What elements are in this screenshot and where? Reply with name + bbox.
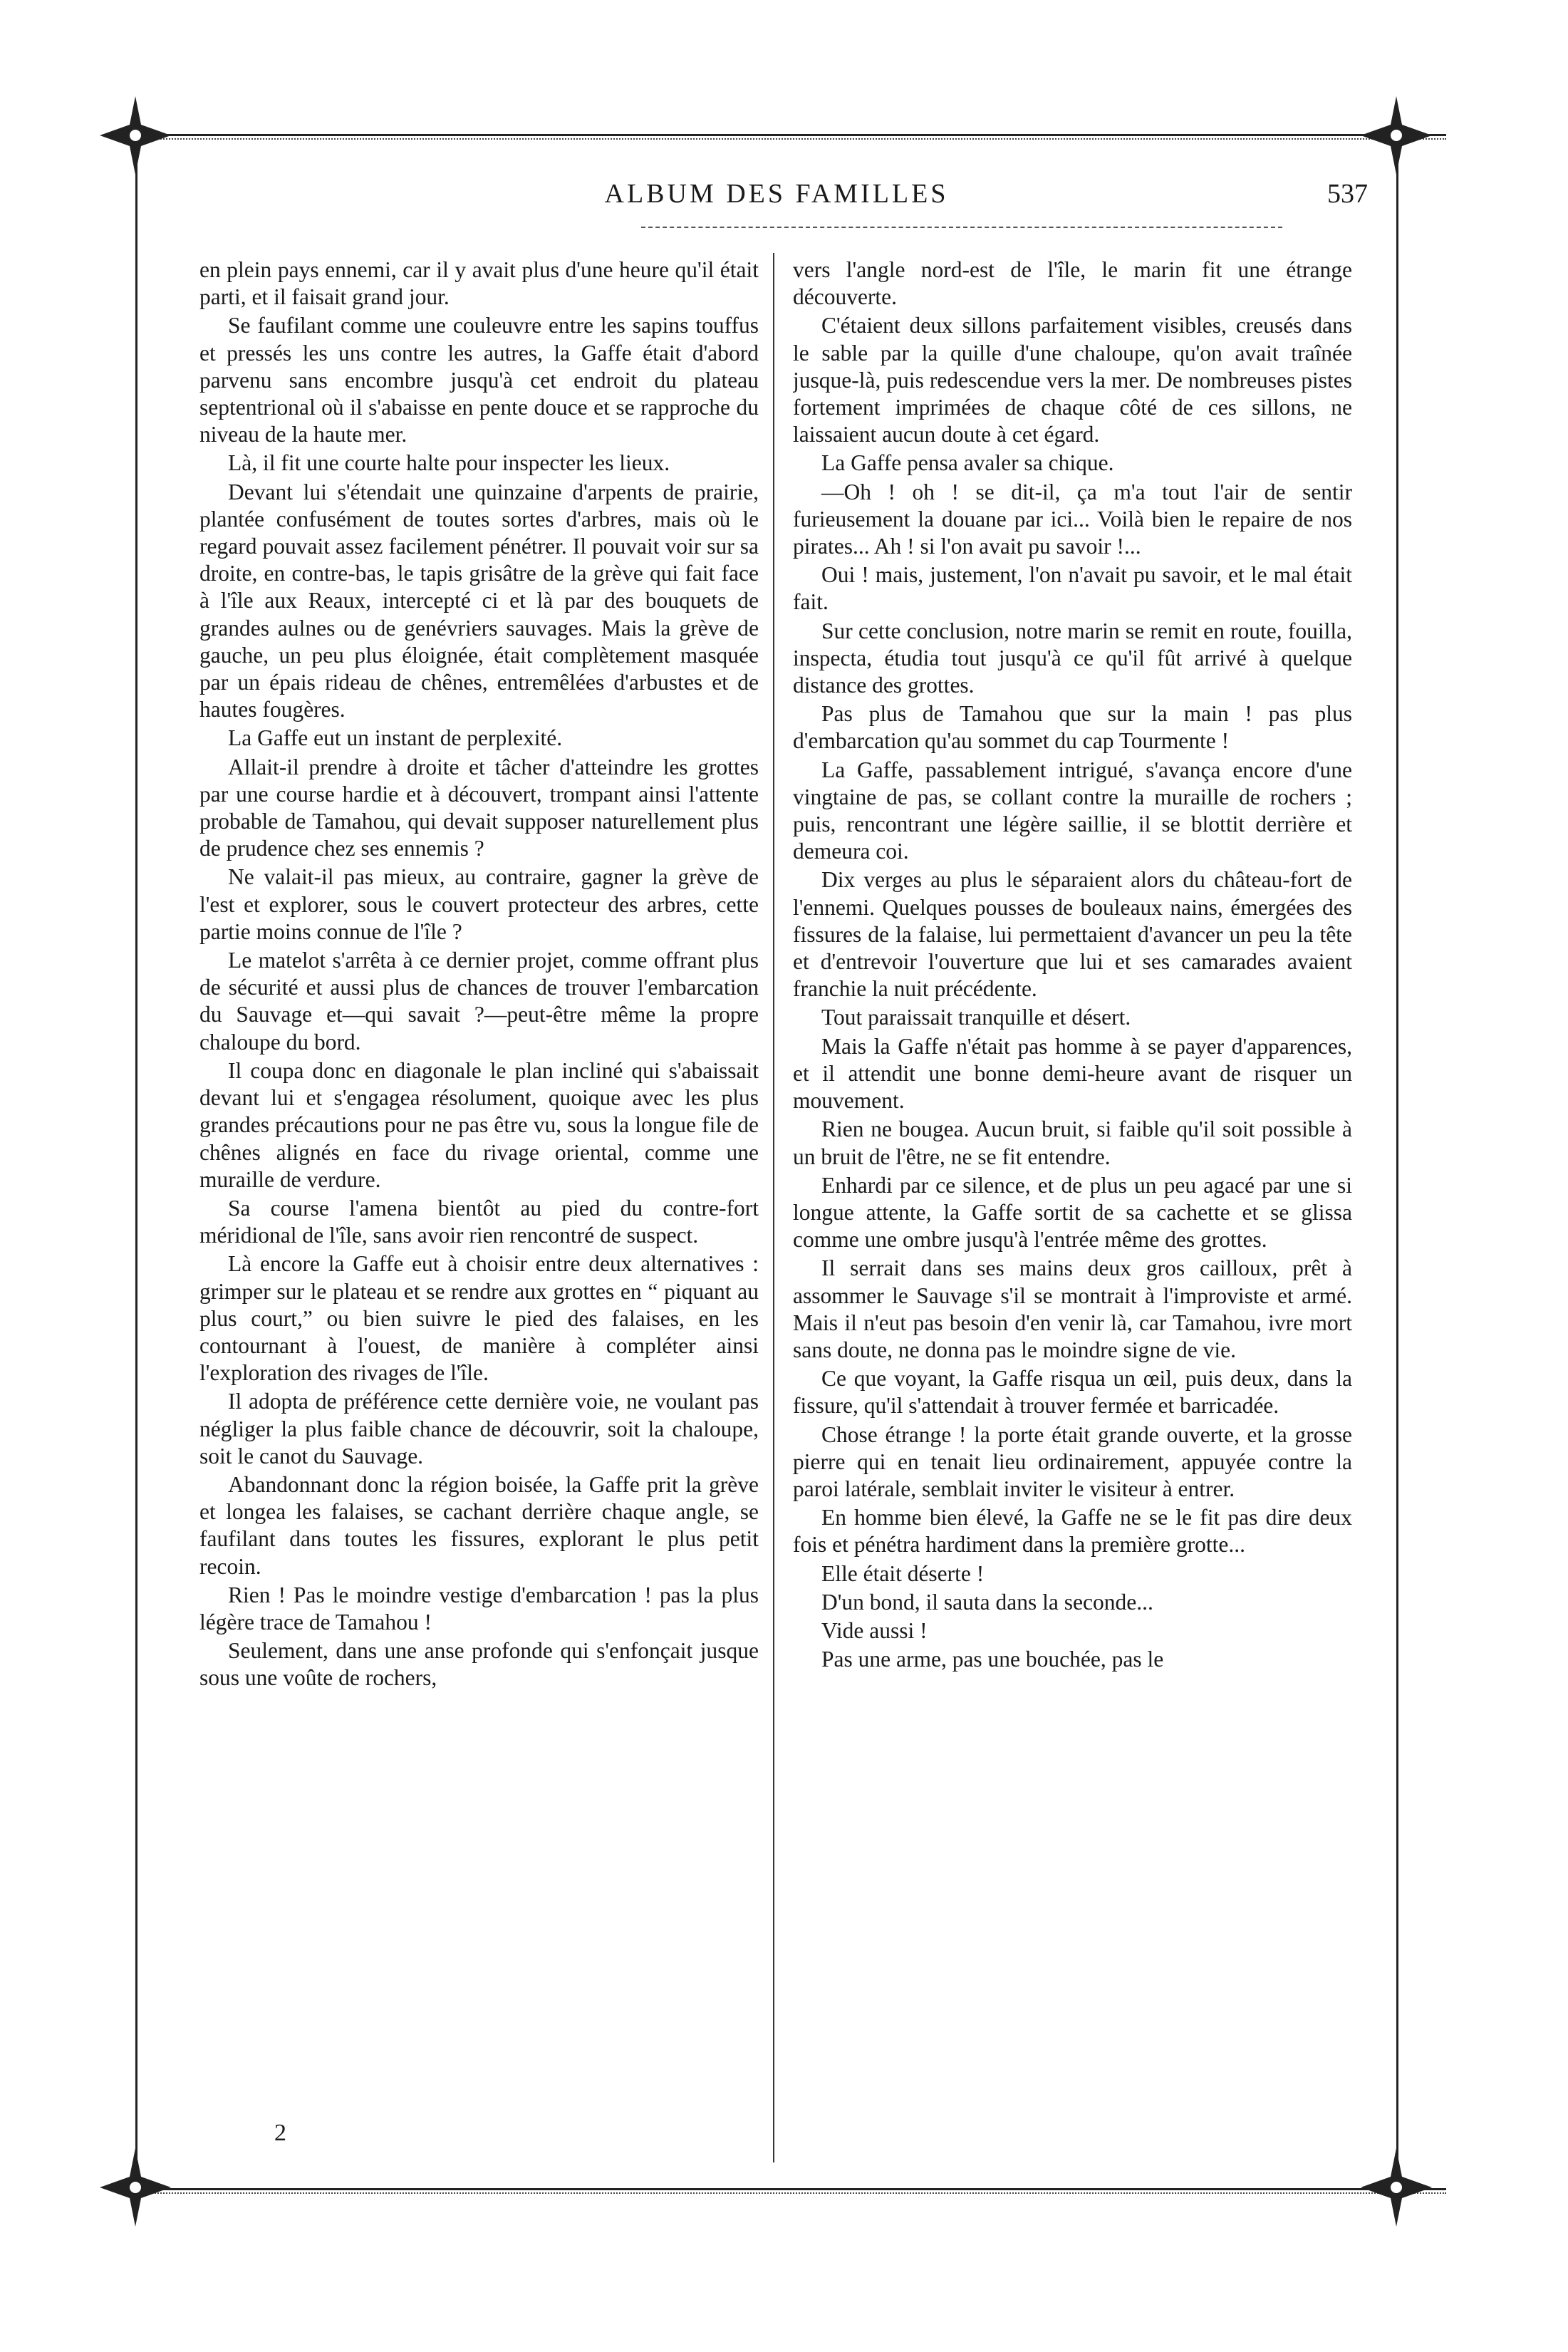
corner-ornament-icon	[1354, 93, 1439, 178]
paragraph: Oui ! mais, justement, l'on n'avait pu savoir, et le mal était fait.	[793, 562, 1352, 615]
paragraph: Abandonnant donc la région boisée, la Gaffe prit la grève et longea les falaises, se cachant derrière chaque angle, se faufilant dans toutes les fissures, explorant le plus petit recoin.	[199, 1471, 759, 1579]
paragraph: —Oh ! oh ! se dit-il, ça m'a tout l'air de sentir furieusement la douane par ici... Voilà bien le repaire de nos pirates... Ah ! si l'on avait pu savoir !...	[793, 479, 1352, 559]
paragraph: Se faufilant comme une couleuvre entre les sapins touffus et pressés les uns contre les autres, la Gaffe était d'abord parvenu sans encombre jusqu'à cet endroit du plateau septentrional où il s'abaisse en pente douce et se rapproche du niveau de la haute mer.	[199, 313, 759, 447]
right-column	[793, 257, 1352, 2152]
paragraph: Seulement, dans une anse profonde qui s'enfonçait jusque sous une voûte de rochers,	[199, 1638, 759, 1691]
paragraph: C'étaient deux sillons parfaitement visibles, creusés dans le sable par la quille d'une chaloupe, qu'on avait traînée jusque-là, puis redescendue vers la mer. De nombreuses pistes fortement imprimées de chaque côté de ces sillons, ne laissaient aucun doute à cet égard.	[793, 313, 1352, 447]
paragraph: La Gaffe eut un instant de perplexité.	[228, 725, 563, 751]
left-column	[199, 257, 759, 2152]
header-divider	[641, 227, 1282, 228]
paragraph: Le matelot s'arrêta à ce dernier projet, comme offrant plus de sécurité et aussi plus de chances de trouver l'embarcation du Sauvage et—qui savait ?—peut-être même la propre chaloupe du bord.	[199, 948, 759, 1055]
paragraph: en plein pays ennemi, car il y avait plus d'une heure qu'il était parti, et il faisait grand jour.	[199, 257, 759, 310]
paragraph: Sur cette conclusion, notre marin se remit en route, fouilla, inspecta, étudia tout jusqu'à ce qu'il fût arrivé à quelque distance des grottes.	[793, 618, 1352, 698]
paragraph: Tout paraissait tranquille et désert.	[821, 1005, 1131, 1030]
paragraph: En homme bien élevé, la Gaffe ne se le fit pas dire deux fois et pénétra hardiment dans la première grotte...	[793, 1505, 1352, 1558]
frame-border-bottom	[121, 2186, 1446, 2196]
paragraph: Là encore la Gaffe eut à choisir entre deux alternatives : grimper sur le plateau et se rendre aux grottes en “ piquant au plus court,” ou bien suivre le pied des falaises, en les contournant à l'ouest, de manière à compléter ainsi l'exploration des rivages de l'île.	[199, 1251, 759, 1386]
corner-ornament-icon	[93, 2145, 178, 2230]
paragraph: Pas une arme, pas une bouchée, pas le	[821, 1647, 1164, 1672]
signature-mark: 2	[274, 2120, 286, 2146]
paragraph: Sa course l'amena bientôt au pied du contre-fort méridional de l'île, sans avoir rien rencontré de suspect.	[199, 1195, 759, 1248]
paragraph: Ne valait-il pas mieux, au contraire, gagner la grève de l'est et explorer, sous le couvert protecteur des arbres, cette partie moins connue de l'île ?	[199, 864, 759, 944]
paragraph: Rien ! Pas le moindre vestige d'embarcation ! pas la plus légère trace de Tamahou !	[199, 1582, 759, 1635]
paragraph: Il serrait dans ses mains deux gros cailloux, prêt à assommer le Sauvage s'il se montrait à l'improviste et armé. Mais il n'eut pas besoin d'en venir là, car Tamahou, ivre mort sans doute, ne donna pas le moindre signe de vie.	[793, 1255, 1352, 1362]
paragraph: La Gaffe pensa avaler sa chique.	[821, 450, 1114, 476]
page-title: ALBUM DES FAMILLES	[604, 179, 949, 209]
frame-border-top	[121, 132, 1446, 142]
paragraph: Vide aussi !	[821, 1617, 928, 1643]
paragraph: Ce que voyant, la Gaffe risqua un œil, puis deux, dans la fissure, qu'il s'attendait à trouver fermée et barricadée.	[793, 1366, 1352, 1419]
paragraph: Devant lui s'étendait une quinzaine d'arpents de prairie, plantée confusément de toutes sortes d'arbres, mais où le regard pouvait assez facilement pénétrer. Il pouvait voir sur sa droite, en contre-bas, le tapis grisâtre de la grève qui fait face à l'île aux Reaux, intercepté ci et là par des bouquets de grandes aulnes ou de genévriers sauvages. Mais la grève de gauche, un peu plus éloignée, était complètement masquée par un épais rideau de chênes, entremêlées d'arbustes et de hautes fougères.	[199, 479, 759, 722]
paragraph: Rien ne bougea. Aucun bruit, si faible qu'il soit possible à un bruit de l'être, ne se fit entendre.	[793, 1117, 1352, 1169]
paragraph: Là, il fit une courte halte pour inspecter les lieux.	[228, 450, 670, 476]
paragraph: Pas plus de Tamahou que sur la main ! pas plus d'embarcation qu'au sommet du cap Tourmente !	[793, 701, 1352, 754]
corner-ornament-icon	[1354, 2145, 1439, 2230]
paragraph: La Gaffe, passablement intrigué, s'avança encore d'une vingtaine de pas, se collant contre la muraille de rochers ; puis, rencontrant une légère saillie, il se blottit derrière et demeura coi.	[793, 757, 1352, 864]
paragraph: Dix verges au plus le séparaient alors du château-fort de l'ennemi. Quelques pousses de bouleaux nains, émergées des fissures de la falaise, lui permettaient d'avancer un peu la tête et d'entrevoir l'ouverture que lui et ses camarades avaient franchie la nuit précédente.	[793, 867, 1352, 1002]
frame-border-left	[135, 143, 142, 2187]
paragraph: D'un bond, il sauta dans la seconde...	[821, 1589, 1153, 1615]
column-divider	[773, 253, 774, 2162]
paragraph: Il coupa donc en diagonale le plan incliné qui s'abaissait devant lui et s'engagea résolument, quoique avec les plus grandes précautions pour ne pas être vu, sous la longue file de chênes alignés en face du rivage oriental, comme une muraille de verdure.	[199, 1057, 759, 1192]
corner-ornament-icon	[93, 93, 178, 178]
page-number: 537	[1327, 179, 1368, 209]
paragraph: Mais la Gaffe n'était pas homme à se payer d'apparences, et il attendit une bonne demi-heure avant de risquer un mouvement.	[793, 1033, 1352, 1114]
paragraph: Elle était déserte !	[821, 1560, 985, 1586]
running-head	[185, 178, 1368, 221]
frame-border-right	[1396, 143, 1403, 2187]
paragraph: Il adopta de préférence cette dernière voie, ne voulant pas négliger la plus faible chance de découvrir, soit la chaloupe, soit le canot du Sauvage.	[199, 1389, 759, 1468]
paragraph: Allait-il prendre à droite et tâcher d'atteindre les grottes par une course hardie et à découvert, trompant ainsi l'attente probable de Tamahou, qui devait supposer naturellement plus de prudence chez ses ennemis ?	[199, 754, 759, 861]
paragraph: vers l'angle nord-est de l'île, le marin fit une étrange découverte.	[793, 257, 1352, 310]
paragraph: Enhardi par ce silence, et de plus un peu agacé par une si longue attente, la Gaffe sortit de sa cachette et se glissa comme une ombre jusqu'à l'entrée même des grottes.	[793, 1172, 1352, 1253]
paragraph: Chose étrange ! la porte était grande ouverte, et la grosse pierre qui en tenait lieu ordinairement, appuyée contre la paroi latérale, semblait inviter le visiteur à entrer.	[793, 1421, 1352, 1501]
